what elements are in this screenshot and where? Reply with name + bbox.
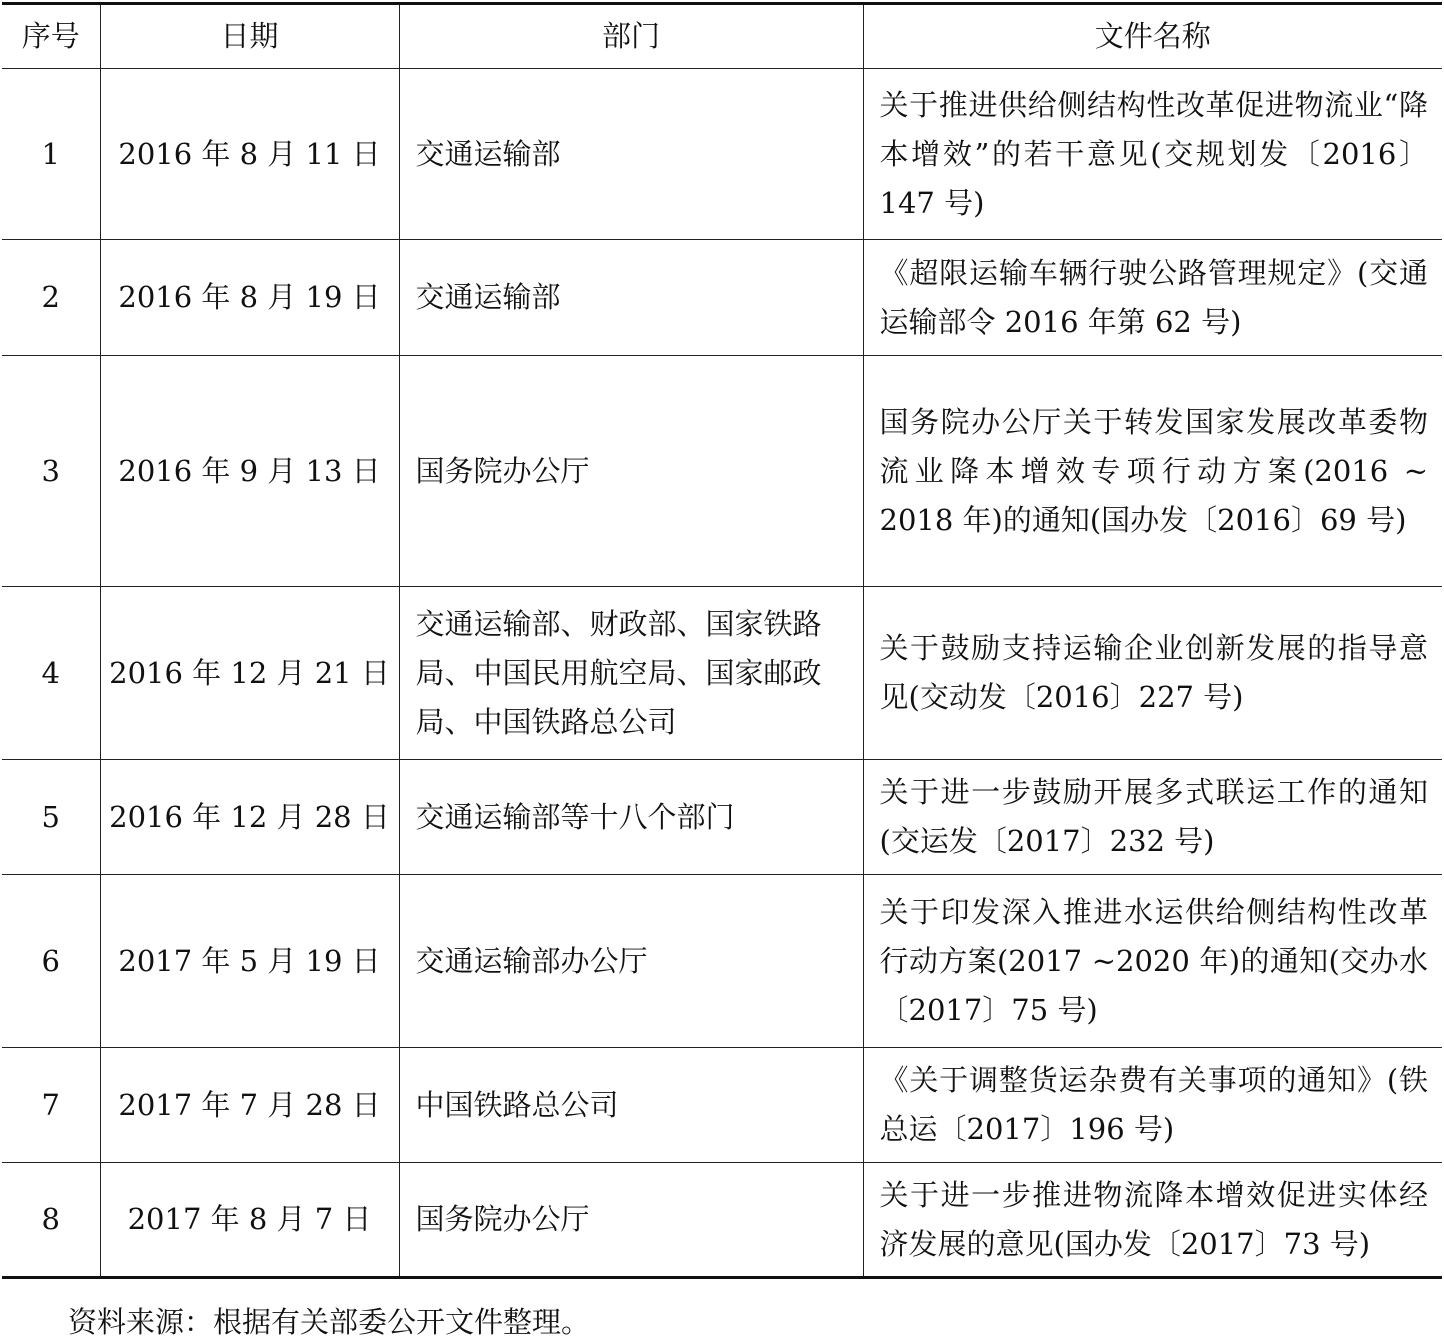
cell-serial-number: 5	[2, 760, 100, 875]
cell-serial-number: 8	[2, 1163, 100, 1278]
cell-serial-number: 3	[2, 356, 100, 587]
header-department: 部门	[399, 4, 863, 69]
header-serial-number: 序号	[2, 4, 100, 69]
header-date: 日期	[100, 4, 399, 69]
cell-serial-number: 6	[2, 875, 100, 1048]
cell-document-name: 《关于调整货运杂费有关事项的通知》(铁总运〔2017〕196 号)	[863, 1048, 1442, 1163]
cell-date: 2016 年 9 月 13 日	[100, 356, 399, 587]
policy-documents-table	[2, 2, 1442, 1279]
cell-document-name: 关于鼓励支持运输企业创新发展的指导意见(交动发〔2016〕227 号)	[863, 587, 1442, 760]
source-note: 资料来源：根据有关部委公开文件整理。	[68, 1305, 591, 1339]
cell-document-name: 关于印发深入推进水运供给侧结构性改革行动方案(2017 ~2020 年)的通知(交办水〔2017〕75 号)	[863, 875, 1442, 1048]
cell-department: 国务院办公厅	[399, 356, 863, 587]
cell-date: 2017 年 7 月 28 日	[100, 1048, 399, 1163]
table-row	[2, 875, 1442, 1048]
cell-department: 中国铁路总公司	[399, 1048, 863, 1163]
cell-department: 交通运输部	[399, 240, 863, 356]
cell-department: 交通运输部等十八个部门	[399, 760, 863, 875]
cell-document-name: 关于进一步鼓励开展多式联运工作的通知(交运发〔2017〕232 号)	[863, 760, 1442, 875]
cell-serial-number: 2	[2, 240, 100, 356]
cell-date: 2017 年 8 月 7 日	[100, 1163, 399, 1278]
cell-date: 2016 年 8 月 11 日	[100, 69, 399, 240]
cell-date: 2016 年 12 月 21 日	[100, 587, 399, 760]
cell-document-name: 《超限运输车辆行驶公路管理规定》(交通运输部令 2016 年第 62 号)	[863, 240, 1442, 356]
cell-serial-number: 1	[2, 69, 100, 240]
cell-date: 2016 年 12 月 28 日	[100, 760, 399, 875]
cell-serial-number: 7	[2, 1048, 100, 1163]
table-row	[2, 356, 1442, 587]
cell-department: 交通运输部、财政部、国家铁路局、中国民用航空局、国家邮政局、中国铁路总公司	[399, 587, 863, 760]
cell-date: 2016 年 8 月 19 日	[100, 240, 399, 356]
table-row	[2, 1048, 1442, 1163]
cell-department: 交通运输部办公厅	[399, 875, 863, 1048]
table-row	[2, 240, 1442, 356]
header-document-name: 文件名称	[863, 4, 1442, 69]
cell-serial-number: 4	[2, 587, 100, 760]
cell-document-name: 国务院办公厅关于转发国家发展改革委物流业降本增效专项行动方案(2016 ~ 2018 年)的通知(国办发〔2016〕69 号)	[863, 356, 1442, 587]
cell-department: 交通运输部	[399, 69, 863, 240]
table-row	[2, 69, 1442, 240]
cell-department: 国务院办公厅	[399, 1163, 863, 1278]
table-row	[2, 587, 1442, 760]
table-row	[2, 1163, 1442, 1278]
cell-date: 2017 年 5 月 19 日	[100, 875, 399, 1048]
cell-document-name: 关于推进供给侧结构性改革促进物流业“降本增效”的若干意见(交规划发〔2016〕147 号)	[863, 69, 1442, 240]
cell-document-name: 关于进一步推进物流降本增效促进实体经济发展的意见(国办发〔2017〕73 号)	[863, 1163, 1442, 1278]
table-header-row	[2, 4, 1442, 69]
table-row	[2, 760, 1442, 875]
